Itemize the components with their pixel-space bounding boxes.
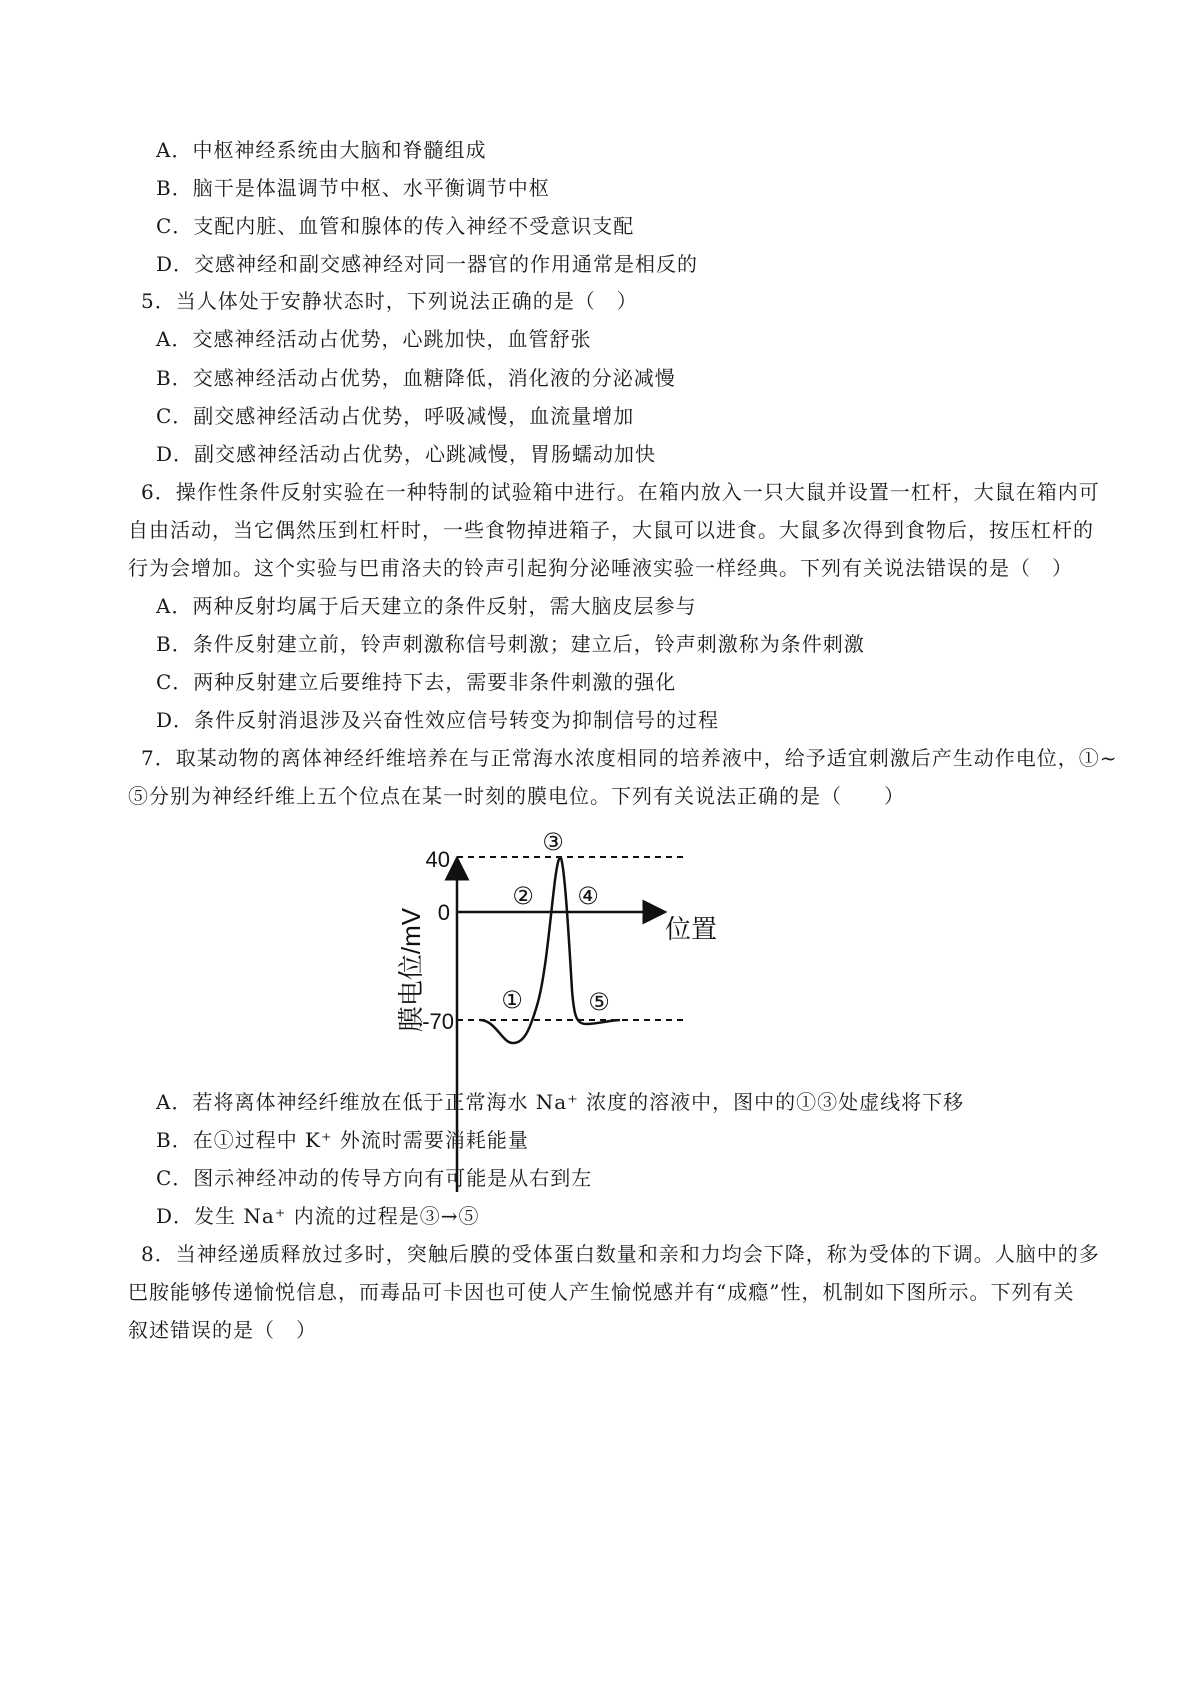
q4-option-c: C．支配内脏、血管和腺体的传入神经不受意识支配 — [156, 214, 635, 238]
q4-option-a: A．中枢神经系统由大脑和脊髓组成 — [156, 138, 487, 162]
q8-stem-line-1: 8．当神经递质释放过多时，突触后膜的受体蛋白数量和亲和力均会下降，称为受体的下调。人脑中的多 — [141, 1242, 1100, 1266]
q7-stem-line-2: ⑤分别为神经纤维上五个位点在某一时刻的膜电位。下列有关说法正确的是（ ） — [128, 784, 905, 808]
point-label-1: ① — [501, 987, 523, 1014]
q8-stem-line-3: 叙述错误的是（ ） — [128, 1318, 317, 1342]
tick-0: 0 — [437, 900, 450, 925]
x-axis-label: 位置 — [665, 914, 718, 944]
q6-option-c: C．两种反射建立后要维持下去，需要非条件刺激的强化 — [156, 670, 677, 694]
q4-option-b: B．脑干是体温调节中枢、水平衡调节中枢 — [156, 176, 550, 200]
q4-option-d: D．交感神经和副交感神经对同一器官的作用通常是相反的 — [156, 252, 699, 276]
q6-stem-line-3: 行为会增加。这个实验与巴甫洛夫的铃声引起狗分泌唾液实验一样经典。下列有关说法错误的是（ ） — [128, 556, 1073, 580]
y-axis-label: 膜电位/mV — [396, 907, 426, 1033]
point-label-4: ④ — [577, 883, 599, 910]
point-label-5: ⑤ — [588, 989, 610, 1016]
q6-stem-line-2: 自由活动，当它偶然压到杠杆时，一些食物掉进箱子，大鼠可以进食。大鼠多次得到食物后，按压杠杆的 — [128, 518, 1094, 542]
tick-40: 40 — [425, 847, 450, 872]
q6-option-d: D．条件反射消退涉及兴奋性效应信号转变为抑制信号的过程 — [156, 708, 720, 732]
q5-option-c: C．副交感神经活动占优势，呼吸减慢，血流量增加 — [156, 404, 635, 428]
q5-stem: 5．当人体处于安静状态时，下列说法正确的是（ ） — [141, 289, 638, 313]
q7-option-d: D．发生 Na⁺ 内流的过程是③→⑤ — [156, 1204, 480, 1228]
q6-option-b: B．条件反射建立前，铃声刺激称信号刺激；建立后，铃声刺激称为条件刺激 — [156, 632, 865, 656]
tick-minus70: -70 — [422, 1009, 454, 1034]
q8-stem-line-2: 巴胺能够传递愉悦信息，而毒品可卡因也可使人产生愉悦感并有“成瘾”性，机制如下图所示。下列有关 — [128, 1280, 1075, 1304]
q5-option-d: D．副交感神经活动占优势，心跳减慢，胃肠蠕动加快 — [156, 442, 657, 466]
point-label-3: ③ — [542, 829, 564, 856]
q5-option-b: B．交感神经活动占优势，血糖降低，消化液的分泌减慢 — [156, 366, 676, 390]
q6-stem-line-1: 6．操作性条件反射实验在一种特制的试验箱中进行。在箱内放入一只大鼠并设置一杠杆，大鼠在箱内可 — [141, 480, 1100, 504]
q7-stem-line-1: 7．取某动物的离体神经纤维培养在与正常海水浓度相同的培养液中，给予适宜刺激后产生动作电位，①~ — [141, 746, 1118, 770]
q5-option-a: A．交感神经活动占优势，心跳加快，血管舒张 — [156, 327, 592, 351]
q6-option-a: A．两种反射均属于后天建立的条件反射，需大脑皮层参与 — [156, 594, 697, 618]
point-label-2: ② — [512, 883, 534, 910]
q7-option-b: B．在①过程中 K⁺ 外流时需要消耗能量 — [156, 1128, 529, 1152]
q7-option-a: A．若将离体神经纤维放在低于正常海水 Na⁺ 浓度的溶液中，图中的①③处虚线将下移 — [156, 1090, 965, 1114]
q7-option-c: C．图示神经冲动的传导方向有可能是从右到左 — [156, 1166, 593, 1190]
